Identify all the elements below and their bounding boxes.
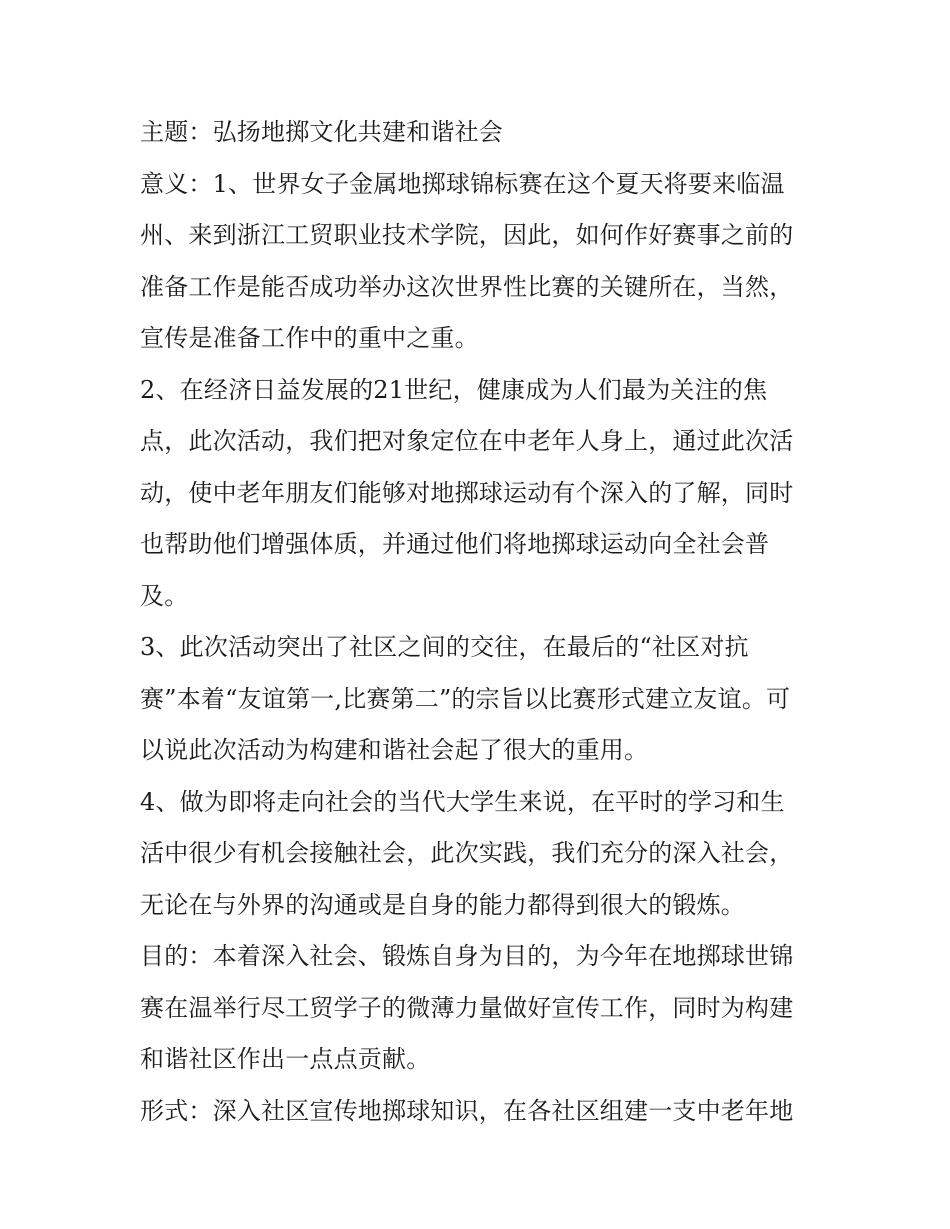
- theme-line: 主题：弘扬地掷文化共建和谐社会: [140, 118, 503, 146]
- text-line: 无论在与外界的沟通或是自身的能力都得到很大的锻炼。: [140, 890, 745, 919]
- text-line: 动，使中老年朋友们能够对地掷球运动有个深入的了解，同时: [140, 478, 794, 507]
- significance-line: 意义：1、世界女子金属地掷球锦标赛在这个夏天将要来临温: [140, 169, 785, 198]
- text-line: 以说此次活动为构建和谐社会起了很大的重用。: [140, 736, 649, 764]
- text-line: 点，此次活动，我们把对象定位在中老年人身上，通过此次活: [140, 427, 794, 455]
- point-3-line: 3、此次活动突出了社区之间的交往，在最后的“社区对抗: [140, 633, 749, 661]
- purpose-line: 目的：本着深入社会、锻炼自身为目的，为今年在地掷球世锦: [140, 942, 794, 970]
- text-line: 活中很少有机会接触社会，此次实践，我们充分的深入社会，: [140, 839, 794, 867]
- point-4-line: 4、做为即将走向社会的当代大学生来说，在平时的学习和生: [140, 787, 785, 816]
- point-2-line: 2、在经济日益发展的21世纪，健康成为人们最为关注的焦: [140, 375, 768, 404]
- text-line: 宣传是准备工作中的重中之重。: [140, 324, 479, 352]
- text-line: 准备工作是能否成功举办这次世界性比赛的关键所在，当然，: [140, 272, 794, 301]
- text-line: 州、来到浙江工贸职业技术学院，因此，如何作好赛事之前的: [140, 221, 794, 249]
- form-line: 形式：深入社区宣传地掷球知识，在各社区组建一支中老年地: [140, 1096, 794, 1125]
- text-line: 及。: [140, 581, 189, 610]
- document-body: [140, 107, 820, 1137]
- text-line: 也帮助他们增强体质，并通过他们将地掷球运动向全社会普: [140, 530, 770, 558]
- text-line: 赛在温举行尽工贸学子的微薄力量做好宣传工作，同时为构建: [140, 993, 794, 1022]
- text-line: 赛”本着“友谊第一,比赛第二”的宗旨以比赛形式建立友谊。可: [140, 684, 791, 713]
- text-line: 和谐社区作出一点点贡献。: [140, 1045, 431, 1073]
